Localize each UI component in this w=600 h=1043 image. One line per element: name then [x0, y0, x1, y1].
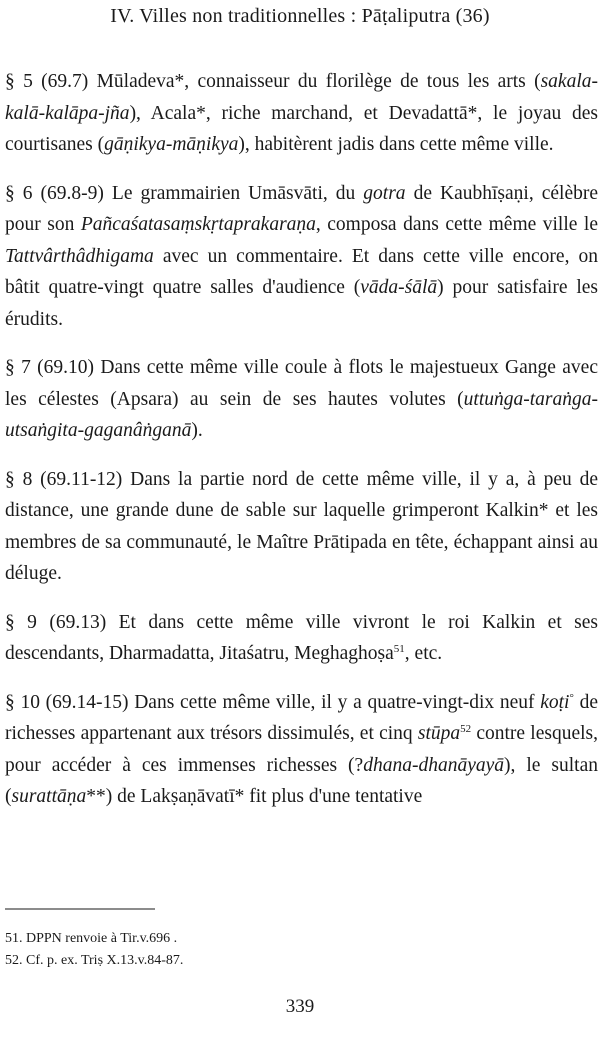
paragraph-9: [5, 607, 598, 670]
paragraph-6: [5, 178, 598, 336]
running-head: IV. Villes non traditionnelles : Pāṭaliputra (36): [110, 5, 490, 27]
italic-term: gāṇikya-māṇikya: [104, 134, 239, 155]
footnote-ref: 52: [460, 723, 472, 735]
italic-term: sakala-kalā-kalāpa-jña: [5, 71, 598, 124]
text-run: **) de Lakṣaṇāvatī* fit plus d'une tentative: [86, 786, 423, 807]
footnote-rule: [5, 908, 155, 910]
footnote-ref: °: [569, 691, 574, 704]
footnote-ref: 51: [393, 643, 405, 655]
footnote-52: 52. Cf. p. ex. Triṣ X.13.v.84-87.: [5, 953, 184, 968]
italic-term: uttuṅga-taraṅga-utsaṅgita-gaganâṅganā: [5, 388, 598, 441]
text-run: ) pour satisfaire les érudits.: [5, 277, 598, 330]
text-run: § 8 (69.11-12) Dans la partie nord de cette même ville, il y a, à peu de distance, une grande dune de sable sur laquelle grimperont Kalkin* et les membres de sa communauté, le Maître Prātipada en tête, échappant ainsi au déluge.: [5, 468, 598, 584]
italic-term: Pañcaśatasaṃskṛtaprakaraṇa: [80, 214, 316, 235]
text-run: ), le sultan (: [5, 754, 598, 807]
italic-term: gotra: [363, 182, 406, 204]
text-run: § 10 (69.14-15) Dans cette même ville, il y a quatre-vingt-dix neuf: [5, 691, 541, 713]
italic-term: surattāṇa: [11, 786, 87, 807]
paragraph-8: [5, 464, 598, 590]
text-run: § 5 (69.7) Mūladeva*, connaisseur du florilège de tous les arts (: [5, 71, 541, 92]
text-run: , etc.: [404, 643, 443, 664]
text-run: ), habitèrent jadis dans cette même ville.: [238, 134, 554, 155]
italic-term: Tattvârthâdhigama: [5, 245, 154, 267]
text-run: ).: [191, 420, 203, 441]
italic-term: stūpa: [417, 723, 461, 744]
text-run: de richesses appartenant aux trésors dissimulés, et cinq: [5, 691, 599, 744]
paragraph-5: [5, 66, 598, 161]
paragraph-10: [5, 687, 598, 813]
text-run: de Kaubhīṣaṇi, célèbre pour son: [5, 182, 598, 235]
italic-term: vāda-śālā: [360, 277, 438, 298]
text-run: contre lesquels, pour accéder à ces immenses richesses (?: [5, 723, 598, 776]
paragraph-7: [5, 352, 598, 447]
text-run: avec un commentaire. Et dans cette ville encore, on bâtit quatre-vingt quatre salles d'audience (: [5, 245, 598, 298]
footnote-51: 51. DPPN renvoie à Tir.v.696 .: [5, 931, 178, 946]
text-run: § 7 (69.10) Dans cette même ville coule à flots le majestueux Gange avec les célestes (Apsara) au sein de ses hautes volutes (: [5, 357, 598, 410]
italic-term: dhana-dhanāyayā: [363, 754, 505, 776]
footnotes: [5, 928, 565, 972]
body-text: [5, 66, 598, 813]
italic-term: koṭi: [540, 691, 570, 713]
text-run: § 9 (69.13) Et dans cette même ville vivront le roi Kalkin et ses descendants, Dharmadatta, Jitaśatru, Meghaghoṣa: [5, 611, 598, 664]
text-run: ), Acala*, riche marchand, et Devadattā*, le joyau des courtisanes (: [5, 102, 598, 155]
text-run: § 6 (69.8-9) Le grammairien Umāsvāti, du: [5, 182, 364, 204]
page-number: 339: [285, 996, 315, 1017]
text-run: , composa dans cette même ville le: [315, 214, 598, 235]
